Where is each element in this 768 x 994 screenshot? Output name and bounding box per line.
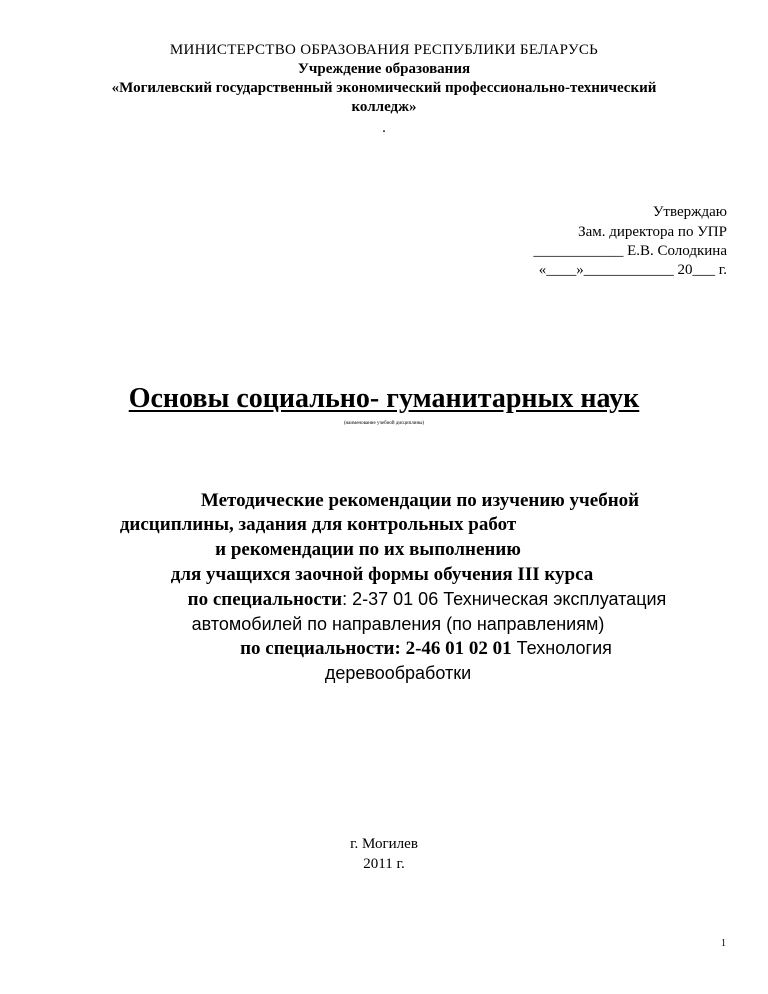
- ministry-name: МИНИСТЕРСТВО ОБРАЗОВАНИЯ РЕСПУБЛИКИ БЕЛАРУСЬ: [169, 42, 599, 58]
- footer-city: г. Могилев: [350, 836, 418, 852]
- college-name-line2: колледж»: [351, 99, 417, 115]
- approval-signature-line: ____________ Е.В. Солодкина: [533, 243, 727, 259]
- description-line1: Методические рекомендации по изучению учебной: [200, 490, 640, 511]
- discipline-title: Основы социально- гуманитарных наук: [128, 383, 640, 414]
- specialty2-label: по специальности: 2-46 01 02 01: [240, 638, 512, 659]
- specialty2-text: Технология: [511, 638, 612, 658]
- header-dot: .: [382, 120, 386, 136]
- approval-date-line: «____»____________ 20___ г.: [538, 262, 727, 278]
- description-line2: дисциплины, задания для контрольных работ: [119, 514, 517, 535]
- footer-year: 2011 г.: [363, 856, 405, 872]
- institution-label: Учреждение образования: [297, 61, 471, 77]
- discipline-caption: (наименование учебной дисциплины): [343, 421, 425, 426]
- approval-approve: Утверждаю: [652, 204, 727, 220]
- specialty2-line: [42, 638, 768, 660]
- description-line4: для учащихся заочной формы обучения III курса: [170, 564, 594, 585]
- specialty1-continuation: автомобилей по направления (по направлениям): [191, 614, 605, 634]
- specialty1-label: по специальности: [187, 589, 343, 610]
- approval-position: Зам. директора по УПР: [578, 224, 727, 240]
- specialty1-text: : 2-37 01 06 Техническая эксплуатация: [342, 589, 667, 609]
- page-number: 1: [721, 938, 726, 949]
- description-line3: и рекомендации по их выполнению: [215, 539, 521, 560]
- college-name-line1: «Могилевский государственный экономический профессионально-технический: [111, 80, 657, 96]
- specialty2-continuation: деревообработки: [324, 663, 472, 683]
- specialty1-line: [43, 589, 768, 611]
